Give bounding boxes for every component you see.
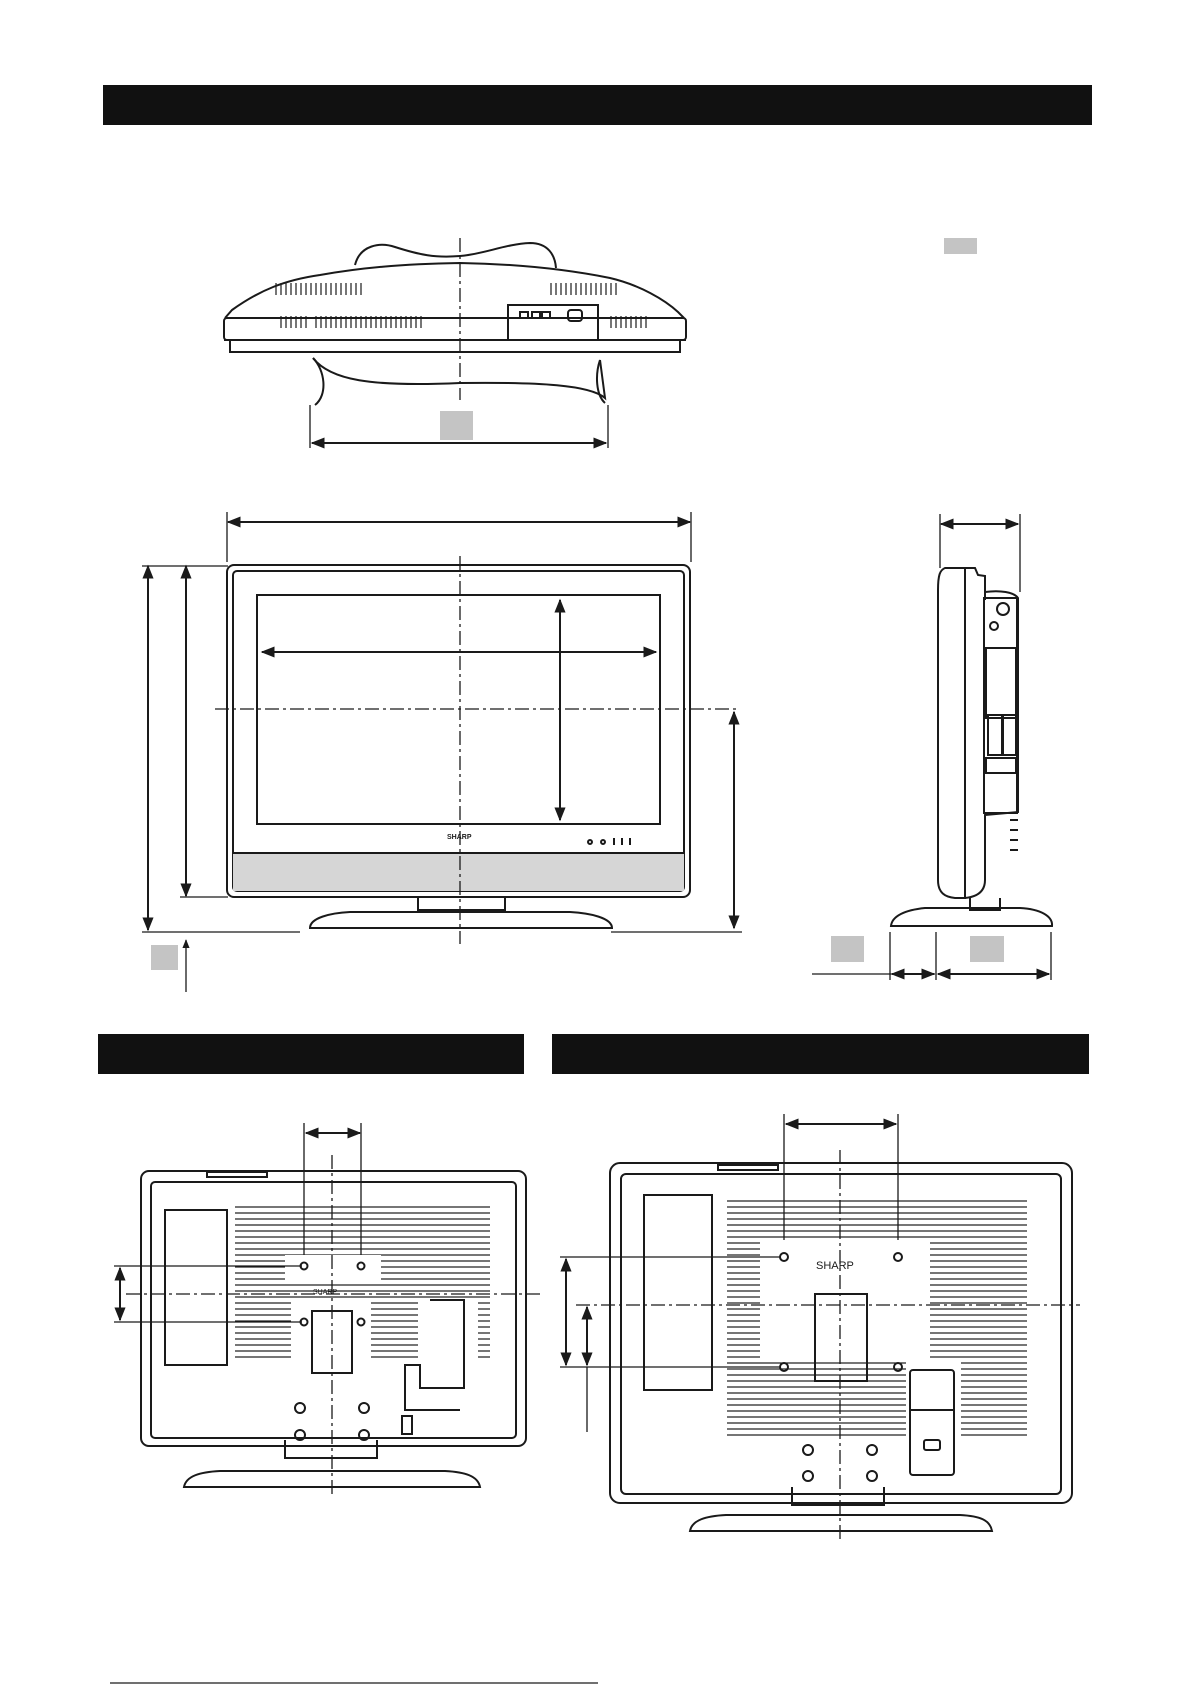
- front-brand-logo: SHARP: [447, 834, 472, 841]
- side-view: [812, 514, 1052, 980]
- back-view-large: [560, 1114, 1080, 1540]
- back-view-small: [114, 1123, 540, 1498]
- back-small-brand-logo: SHARP: [313, 1289, 338, 1296]
- front-view: [142, 512, 742, 992]
- top-view: [224, 238, 686, 448]
- back-large-brand-logo: SHARP: [816, 1260, 854, 1272]
